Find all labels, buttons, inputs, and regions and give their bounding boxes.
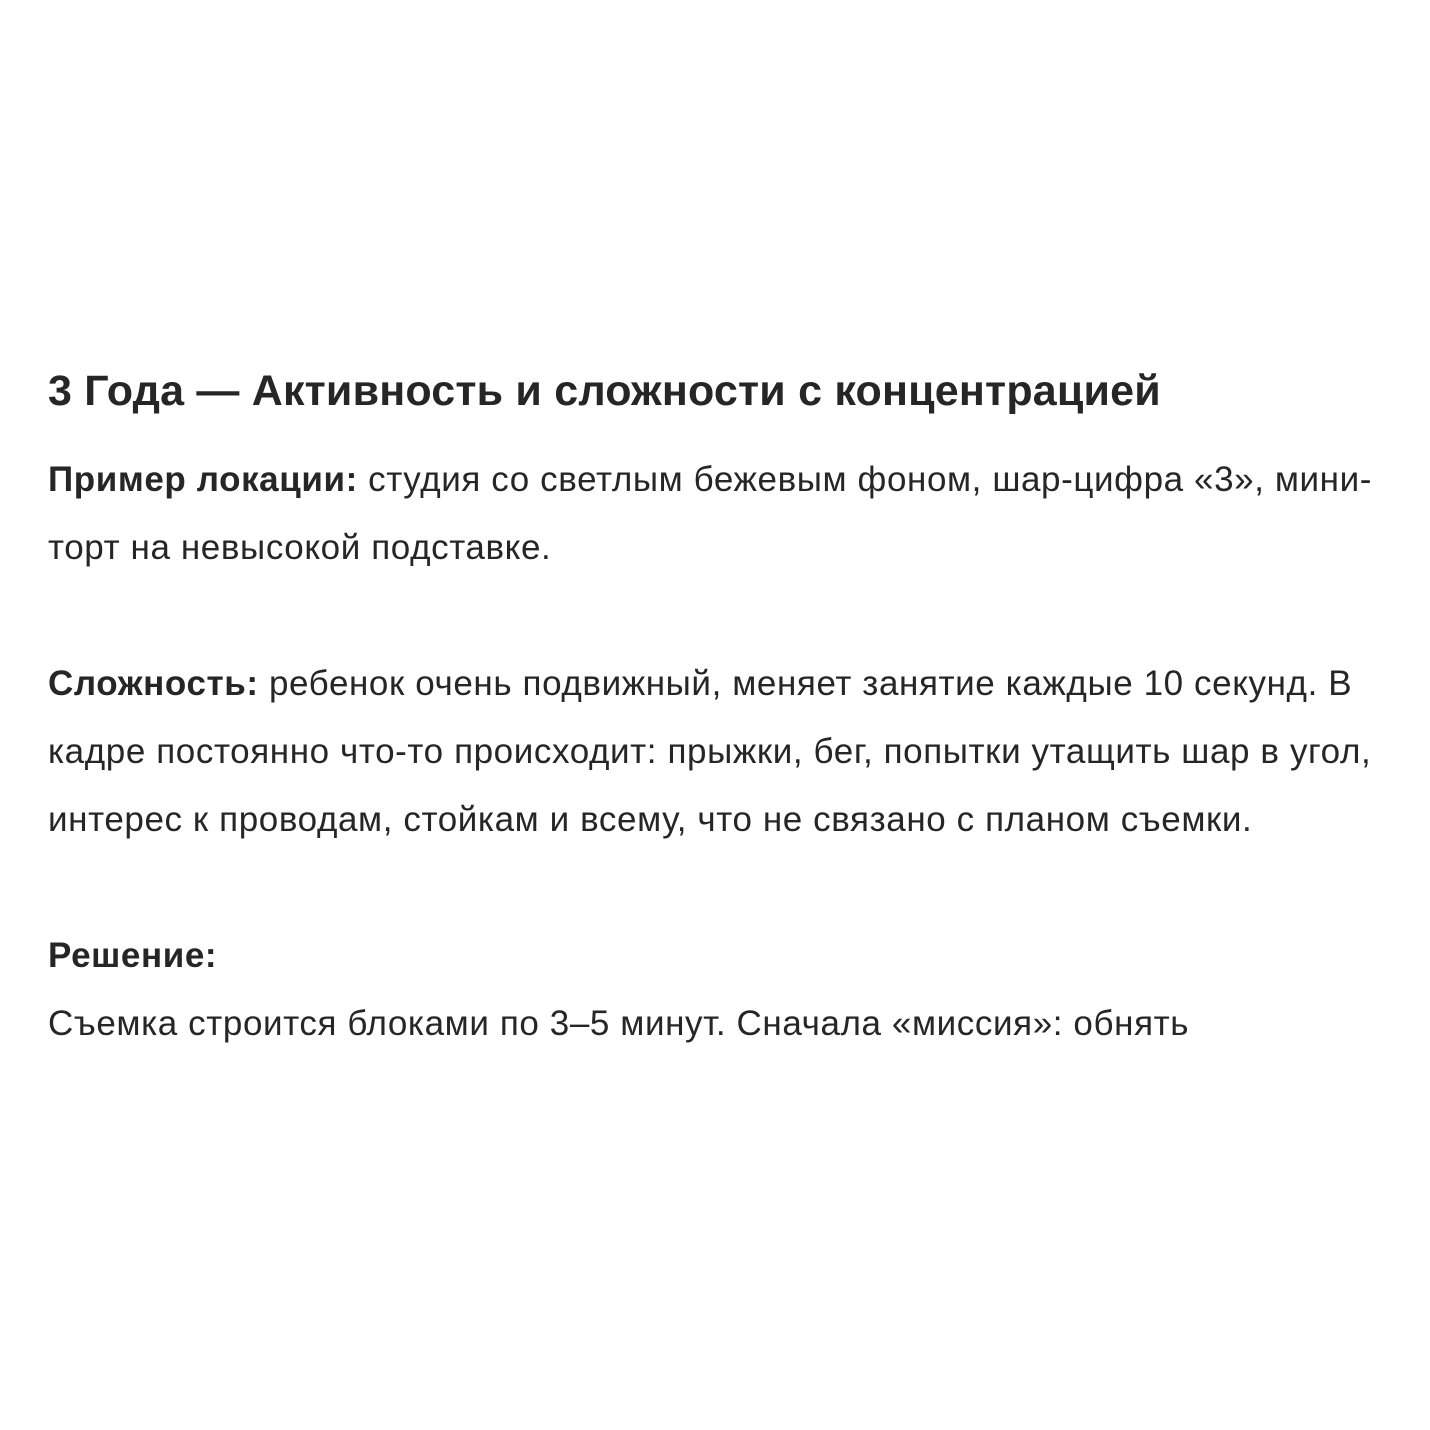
difficulty-text: ребенок очень подвижный, меняет занятие каждые 10 секунд. В кадре постоянно что-то происходит: прыжки, бег, попытки утащить шар в угол, интерес к проводам, стойкам и всему, что не связано с планом съемки. xyxy=(48,664,1372,839)
solution-text: Съемка строится блоками по 3–5 минут. Сначала «миссия»: обнять xyxy=(48,1004,1190,1043)
solution-label: Решение: xyxy=(48,936,218,975)
location-text: студия со светлым бежевым фоном, шар-цифра «3», мини-торт на невысокой подставке. xyxy=(48,460,1373,567)
article xyxy=(48,362,1398,1058)
location-paragraph xyxy=(48,446,1398,582)
difficulty-label: Сложность: xyxy=(48,664,259,703)
location-label: Пример локации: xyxy=(48,460,358,499)
section-heading: 3 Года — Активность и сложности с концентрацией xyxy=(48,367,1161,415)
difficulty-paragraph xyxy=(48,650,1398,854)
